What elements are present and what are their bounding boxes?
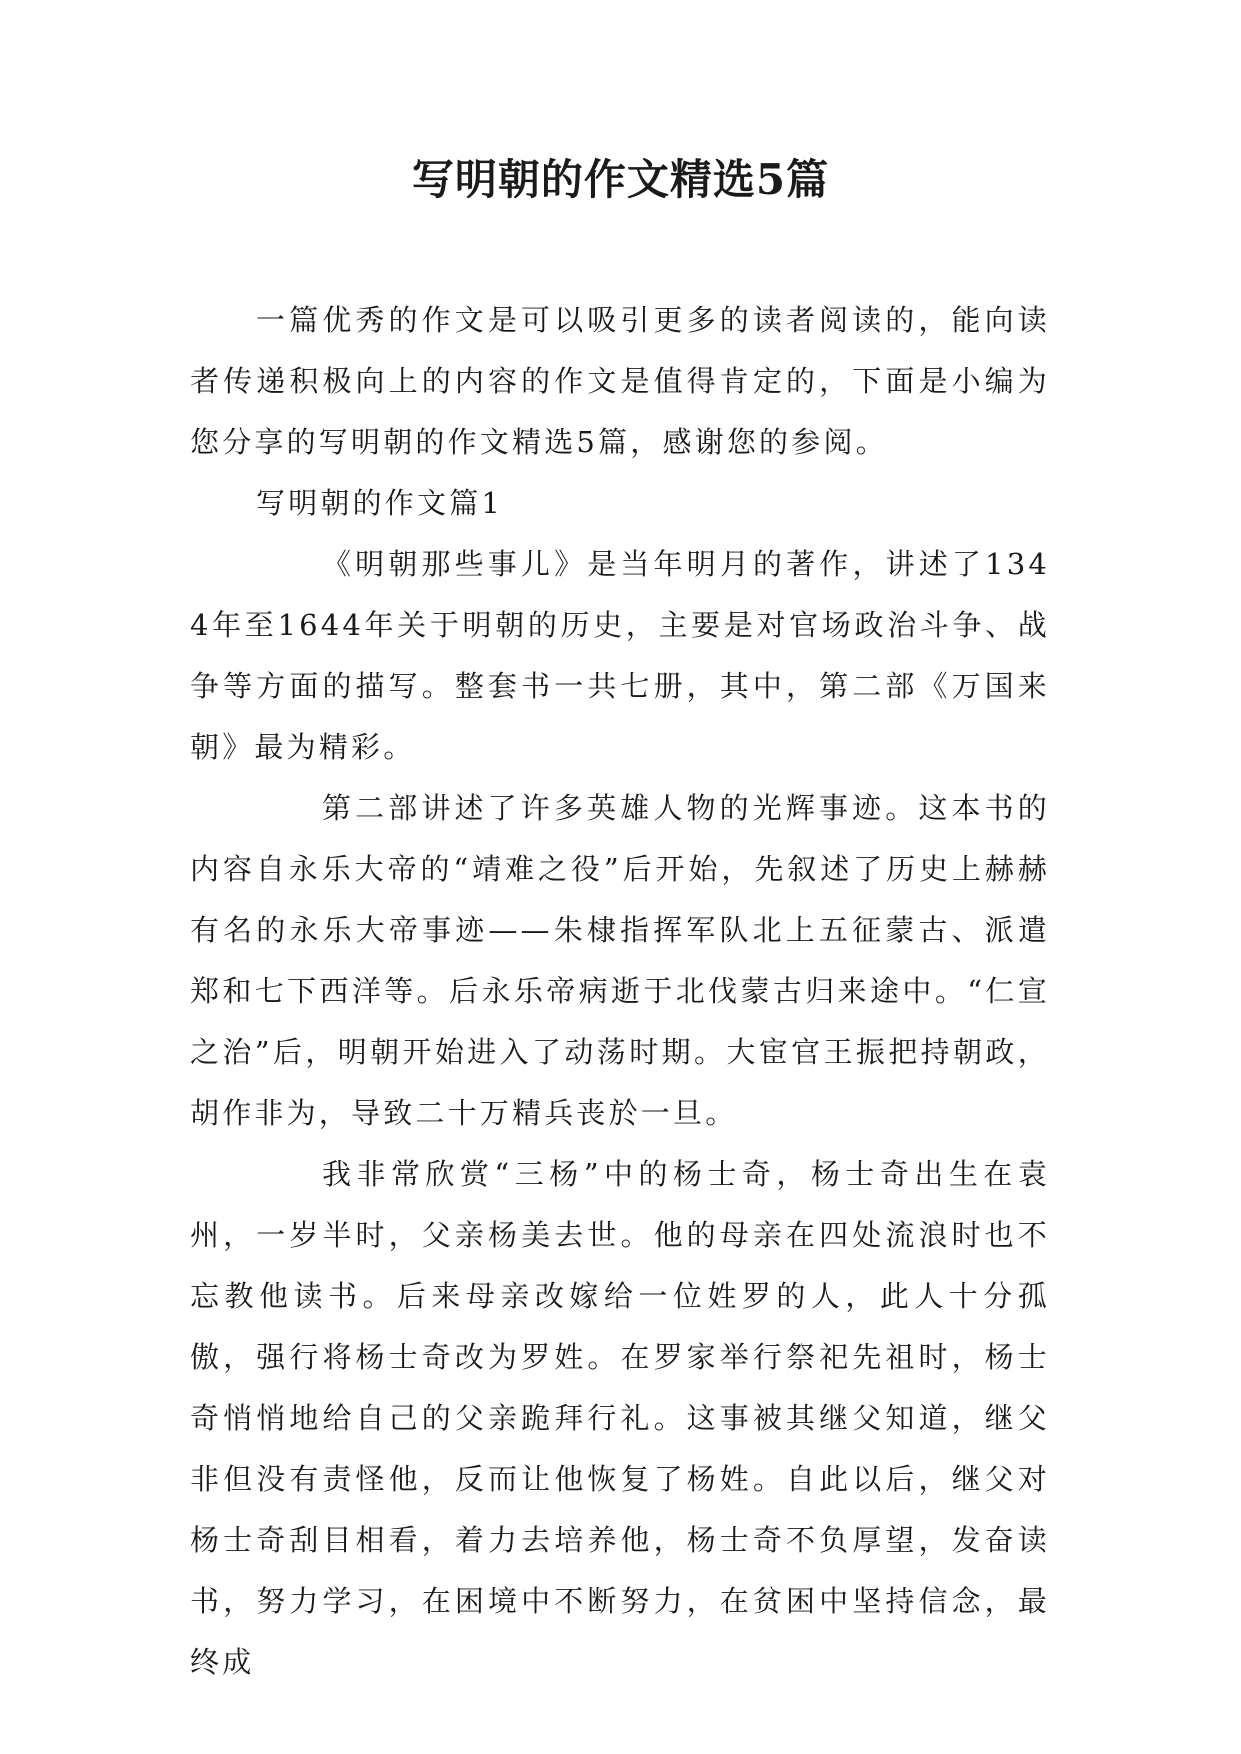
document-body <box>190 290 1050 1693</box>
intro-paragraph: 一篇优秀的作文是可以吸引更多的读者阅读的，能向读者传递积极向上的内容的作文是值得肯定的，下面是小编为您分享的写明朝的作文精选5篇，感谢您的参阅。 <box>190 303 1050 459</box>
body-paragraph-1: 《明朝那些事儿》是当年明月的著作，讲述了1344年至1644年关于明朝的历史，主要是对官场政治斗争、战争等方面的描写。整套书一共七册，其中，第二部《万国来朝》最为精彩。 <box>190 547 1050 764</box>
body-paragraph-2: 第二部讲述了许多英雄人物的光辉事迹。这本书的内容自永乐大帝的“靖难之役”后开始，先叙述了历史上赫赫有名的永乐大帝事迹——朱棣指挥军队北上五征蒙古、派遣郑和七下西洋等。后永乐帝病逝于北伐蒙古归来途中。“仁宣之治”后，明朝开始进入了动荡时期。大宦官王振把持朝政，胡作非为，导致二十万精兵丧於一旦。 <box>190 791 1050 1130</box>
section-heading: 写明朝的作文篇1 <box>256 486 504 520</box>
document-title: 写明朝的作文精选5篇 <box>411 155 830 204</box>
body-paragraph-3: 我非常欣赏“三杨”中的杨士奇，杨士奇出生在袁州，一岁半时，父亲杨美去世。他的母亲在四处流浪时也不忘教他读书。后来母亲改嫁给一位姓罗的人，此人十分孤傲，强行将杨士奇改为罗姓。在罗家举行祭祀先祖时，杨士奇悄悄地给自己的父亲跪拜行礼。这事被其继父知道，继父非但没有责怪他，反而让他恢复了杨姓。自此以后，继父对杨士奇刮目相看，着力去培养他，杨士奇不负厚望，发奋读书，努力学习，在困境中不断努力，在贫困中坚持信念，最终成 <box>190 1157 1050 1679</box>
